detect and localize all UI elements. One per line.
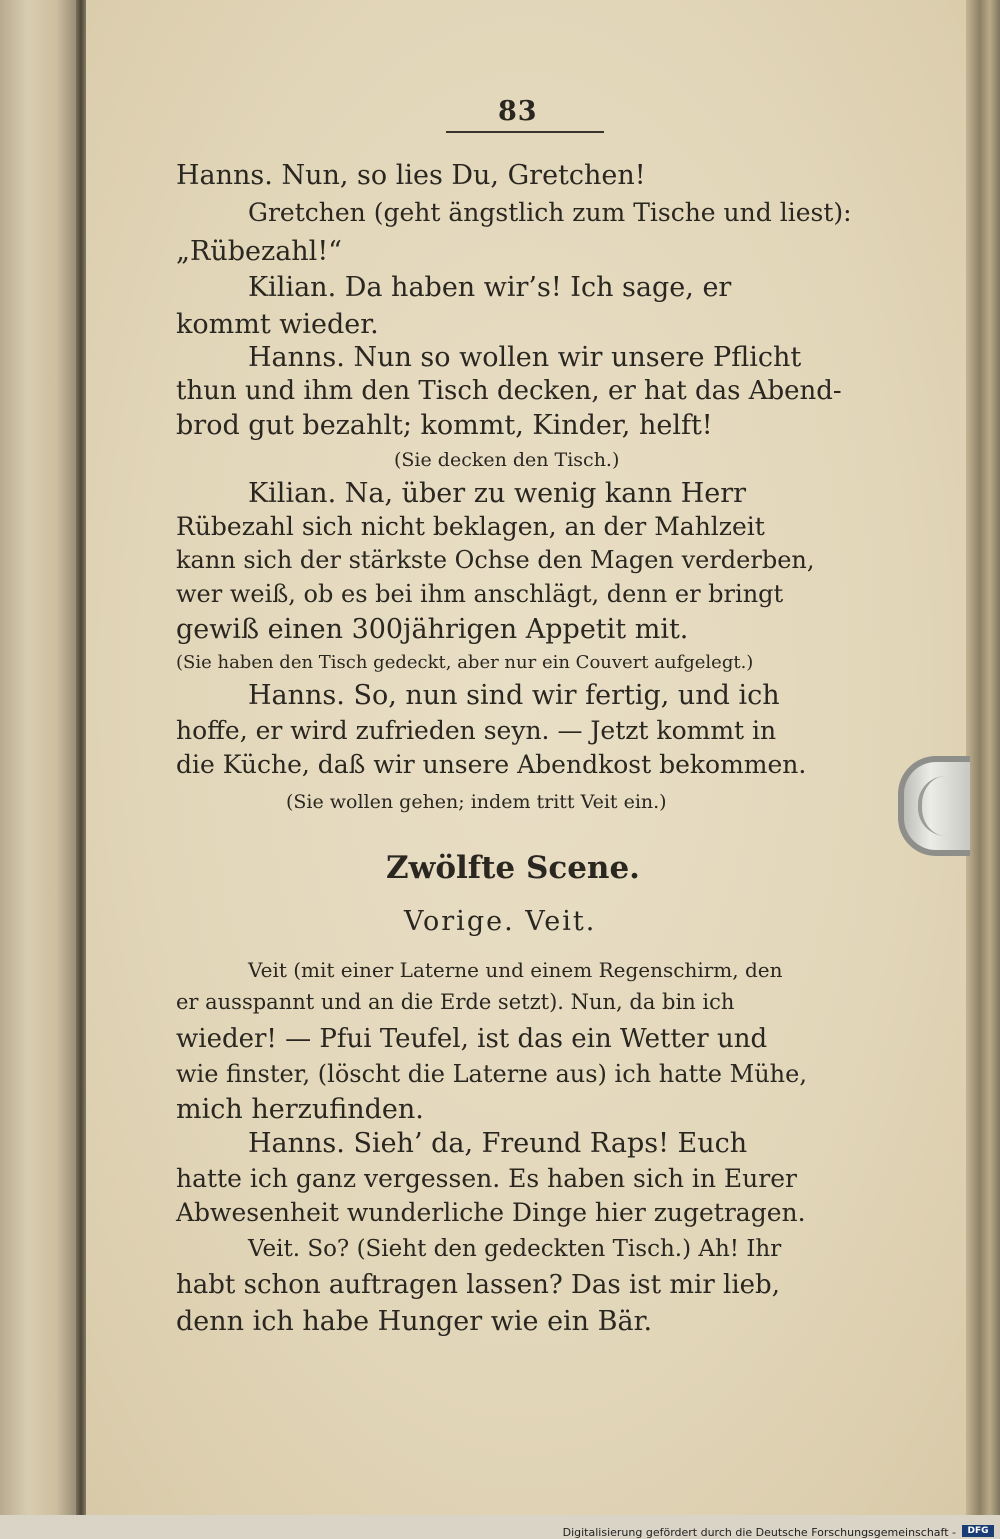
funding-notice: Digitalisierung gefördert durch die Deutsche Forschungsgemeinschaft - (562, 1526, 956, 1539)
stage-direction-3: (Sie wollen gehen; indem tritt Veit ein.) (286, 791, 667, 813)
text-line-7: thun und ihm den Tisch decken, er hat das Abend- (176, 376, 842, 406)
text-line-13: wer weiß, ob es bei ihm anschlägt, denn er bringt (176, 580, 784, 608)
text-line-26: mich herzufinden. (176, 1094, 424, 1125)
text-line-28: hatte ich ganz vergessen. Es haben sich in Eurer (176, 1164, 797, 1193)
text-line-12: kann sich der stärkste Ochse den Magen verderben, (176, 546, 815, 574)
scene-heading: Zwölfte Scene. (386, 850, 640, 886)
text-line-6: Hanns. Nun so wollen wir unsere Pflicht (248, 342, 802, 373)
text-line-31: habt schon auftragen lassen? Das ist mir lieb, (176, 1270, 780, 1300)
stage-direction-1: (Sie decken den Tisch.) (394, 449, 620, 471)
text-line-22: Veit (mit einer Laterne und einem Regenschirm, den (248, 958, 783, 982)
text-line-2: Gretchen (geht ängstlich zum Tische und liest): (248, 198, 852, 227)
previous-page-edge (0, 0, 80, 1539)
text-line-8: brod gut bezahlt; kommt, Kinder, helft! (176, 410, 713, 441)
text-line-32: denn ich habe Hunger wie ein Bär. (176, 1306, 653, 1337)
stage-direction-2: (Sie haben den Tisch gedeckt, aber nur ein Couvert aufgelegt.) (176, 652, 754, 673)
text-line-14: gewiß einen 300jährigen Appetit mit. (176, 614, 689, 645)
text-line-30: Veit. So? (Sieht den gedeckten Tisch.) Ah! Ihr (248, 1236, 782, 1262)
text-line-10: Kilian. Na, über zu wenig kann Herr (248, 478, 747, 509)
text-line-24: wieder! — Pfui Teufel, ist das ein Wetter und (176, 1024, 768, 1054)
clamp-clip-icon (898, 756, 970, 856)
dfg-logo-icon: DFG (962, 1525, 994, 1537)
text-line-23: er ausspannt und an die Erde setzt). Nun, da bin ich (176, 990, 735, 1014)
text-line-4: Kilian. Da haben wir’s! Ich sage, er (248, 272, 732, 303)
text-line-18: die Küche, daß wir unsere Abendkost bekommen. (176, 750, 807, 779)
text-line-3: „Rübezahl!“ (176, 236, 342, 267)
text-line-5: kommt wieder. (176, 309, 379, 340)
text-line-17: hoffe, er wird zufrieden seyn. — Jetzt kommt in (176, 716, 777, 745)
page-number: 83 (498, 96, 538, 127)
scene-characters: Vorige. Veit. (404, 906, 597, 937)
page-block-edge (966, 0, 1000, 1515)
text-line-27: Hanns. Sieh’ da, Freund Raps! Euch (248, 1128, 748, 1159)
book-gutter (76, 0, 86, 1539)
header-rule (446, 131, 604, 133)
text-line-1: Hanns. Nun, so lies Du, Gretchen! (176, 160, 646, 191)
text-line-11: Rübezahl sich nicht beklagen, an der Mahlzeit (176, 512, 765, 541)
text-line-16: Hanns. So, nun sind wir fertig, und ich (248, 680, 780, 711)
text-line-29: Abwesenheit wunderliche Dinge hier zugetragen. (176, 1198, 806, 1227)
text-line-25: wie finster, (löscht die Laterne aus) ich hatte Mühe, (176, 1060, 807, 1088)
